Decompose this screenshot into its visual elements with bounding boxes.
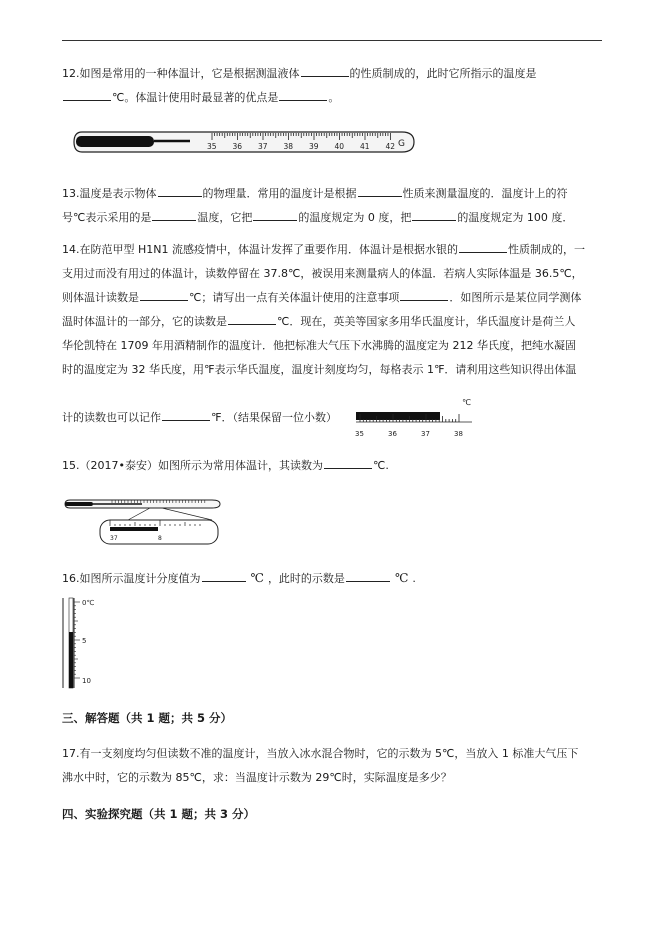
clinical-thermometer-figure-12 (72, 124, 417, 160)
scale-label: 42 (385, 142, 396, 151)
question-14: 14.在防范甲型 H1N1 流感疫情中，体温计发挥了重要作用．体温计是根据水银的 性质制成的，一 支用过而没有用过的体温计，读数停留在 37.8℃，被误用来测量病人的体温．若病人实际体温是 36.5℃， 则体温计读数是 ℃；请写出一点有关体温计使用的注意事项 ．如图所示是某位同学测体 温时体温计的一部分，它的读数是 ℃．现在，英美等国家多用华氏温度计，华氏温度计是荷兰人 华伦凯特在 1709 年用酒精制作的温度计．他把标准大气压下水沸腾的温度定为 212 华氏度，把纯水凝固 时的温度定为 32 华氏度，用℉表示华氏温度，温度计刻度均匀，每格表示 1℉．请利用这些知识得出体温 (62, 238, 606, 382)
unit-label: ℃ (462, 398, 471, 407)
answer-blank[interactable] (162, 407, 210, 421)
answer-blank[interactable] (202, 568, 246, 582)
scale-label: 39 (309, 142, 319, 151)
thermometer-scale-figure-14 (352, 396, 482, 442)
scale-label: 0℃ (82, 599, 95, 607)
svg-text:G: G (398, 139, 405, 149)
vertical-thermometer-figure-16 (60, 596, 108, 690)
answer-blank[interactable] (228, 311, 276, 325)
answer-blank[interactable] (346, 568, 390, 582)
answer-blank[interactable] (358, 183, 402, 197)
scale-label: 41 (360, 142, 370, 151)
answer-blank[interactable] (253, 207, 297, 221)
scale-label: 35 (355, 430, 364, 438)
question-13: 13.温度是表示物体 的物理量．常用的温度计是根据 性质来测量温度的．温度计上的符 号℃表示采用的是 温度，它把 的温度规定为 0 度，把 的温度规定为 100 度． (62, 182, 606, 230)
question-12: 12.如图是常用的一种体温计，它是根据测温液体 的性质制成的，此时它所指示的温度是 ℃。体温计使用时最显著的优点是 。 (62, 62, 606, 110)
section-heading: 四、实验探究题（共 1 题；共 3 分） (62, 807, 256, 821)
answer-blank[interactable] (152, 207, 196, 221)
answer-blank[interactable] (158, 183, 202, 197)
scale-label: 37 (421, 430, 430, 438)
scale-label: 38 (283, 142, 294, 151)
question-17: 17.有一支刻度均匀但读数不准的温度计，当放入冰水混合物时，它的示数为 5℃，当放入 1 标准大气压下 沸水中时，它的示数为 85℃，求：当温度计示数为 29℃时，实际温度是多少？ (62, 747, 579, 784)
section-heading: 三、解答题（共 1 题；共 5 分） (62, 711, 233, 725)
scale-label: 10 (82, 677, 91, 685)
answer-blank[interactable] (301, 63, 349, 77)
scale-label: 38 (454, 430, 463, 438)
answer-blank[interactable] (63, 87, 111, 101)
scale-label: 37 (258, 142, 268, 151)
scale-label: 40 (334, 142, 345, 151)
scale-label: 36 (388, 430, 397, 438)
scale-label: 35 (207, 142, 217, 151)
answer-blank[interactable] (279, 87, 327, 101)
scale-label: 37 (110, 535, 118, 542)
header-rule (62, 40, 602, 41)
answer-blank[interactable] (324, 455, 372, 469)
answer-blank[interactable] (412, 207, 456, 221)
scale-label: 8 (158, 535, 162, 542)
scale-label: 36 (232, 142, 243, 151)
question-16: 16.如图所示温度计分度值为 ℃ ，此时的示数是 ℃ . (62, 566, 606, 591)
answer-blank[interactable] (400, 287, 448, 301)
thermometer-figure-15 (62, 494, 232, 550)
question-14-last-line: 计的读数也可以记作 ℉．（结果保留一位小数） (62, 406, 606, 430)
scale-label: 5 (82, 637, 87, 645)
question-15: 15.（2017•泰安）如图所示为常用体温计，其读数为 ℃. (62, 454, 606, 478)
answer-blank[interactable] (140, 287, 188, 301)
answer-blank[interactable] (459, 239, 507, 253)
